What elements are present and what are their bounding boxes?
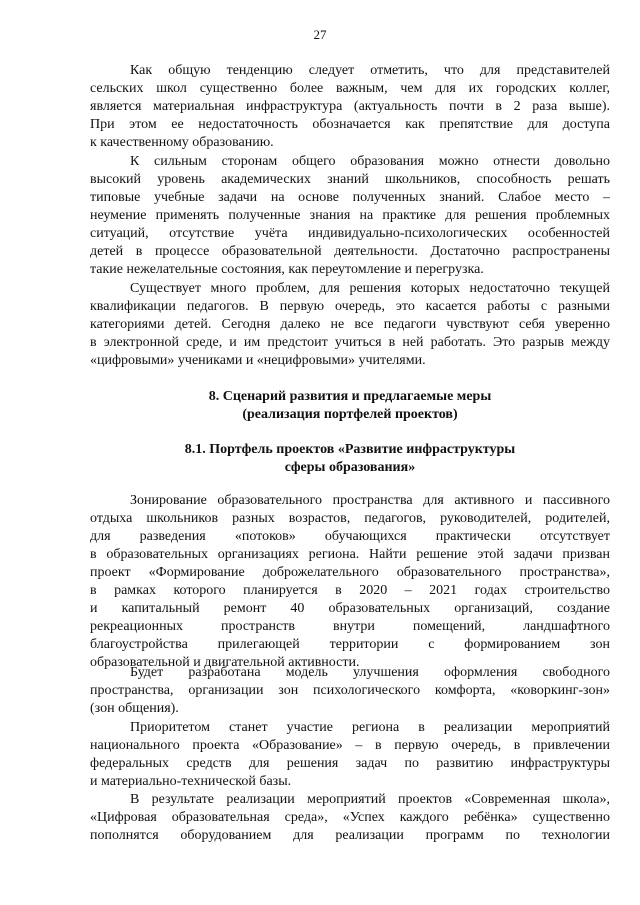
- heading-line: сферы образования»: [284, 460, 416, 475]
- paragraph-1: [90, 62, 610, 152]
- paragraph-line: отдыха школьников разных возрастов, педагогов, руководителей, родителей,: [90, 511, 610, 526]
- paragraph-line: проект «Формирование доброжелательного образовательного пространства»,: [90, 565, 610, 580]
- paragraph-line: (зон общения).: [90, 701, 179, 716]
- paragraph-line: «цифровыми» учениками и «нецифровыми» учителями.: [90, 353, 426, 368]
- paragraph-line: сельских школ существенно более важным, чем для их городских коллег,: [90, 81, 610, 96]
- paragraph-line: является материальная инфраструктура (актуальность почти в 2 раза выше).: [90, 99, 610, 114]
- heading-line: 8.1. Портфель проектов «Развитие инфраструктуры: [184, 442, 516, 457]
- paragraph-3: [90, 280, 610, 370]
- heading-line: 8. Сценарий развития и предлагаемые меры: [208, 389, 492, 404]
- paragraph-line: Как общую тенденцию следует отметить, что для представителей: [130, 63, 610, 78]
- paragraph-line: для разведения «потоков» обучающихся практически отсутствует: [90, 529, 610, 544]
- section-heading: [90, 388, 610, 424]
- paragraph-line: При этом ее недостаточность обозначается как препятствие для доступа: [90, 117, 610, 132]
- paragraph-line: пространства, организации зон психологического комфорта, «коворкинг-зон»: [90, 683, 610, 698]
- paragraph-line: ситуаций, отсутствие учёта индивидуально-психологических особенностей: [90, 226, 610, 241]
- paragraph-4: [90, 492, 610, 672]
- paragraph-line: такие нежелательные состояния, как переутомление и перегрузка.: [90, 262, 484, 277]
- paragraph-line: Зонирование образовательного пространства для активного и пассивного: [130, 493, 610, 508]
- paragraph-line: благоустройства прилегающей территории с формированием зон: [90, 637, 610, 652]
- paragraph-line: категориями детей. Сегодня далеко не все педагоги чувствуют себя уверенно: [90, 317, 610, 332]
- paragraph-7: [90, 791, 610, 845]
- paragraph-line: национального проекта «Образование» – в первую очередь, в привлечении: [90, 738, 610, 753]
- paragraph-6: [90, 719, 610, 791]
- paragraph-line: пополнятся оборудованием для реализации программ по технологии: [90, 828, 610, 843]
- paragraph-line: «Цифровая образовательная среда», «Успех каждого ребёнка» существенно: [90, 810, 610, 825]
- paragraph-line: федеральных средств для решения задач по развитию инфраструктуры: [90, 756, 610, 771]
- paragraph-line: Приоритетом станет участие региона в реализации мероприятий: [130, 720, 610, 735]
- paragraph-line: в образовательных организациях региона. Найти решение этой задачи призван: [90, 547, 610, 562]
- paragraph-5: [90, 664, 610, 718]
- paragraph-line: образовательной и двигательной активности.: [90, 655, 360, 670]
- paragraph-line: Будет разработана модель улучшения оформления свободного: [130, 665, 610, 680]
- paragraph-line: К сильным сторонам общего образования можно отнести довольно: [130, 154, 610, 169]
- paragraph-line: квалификации педагогов. В первую очередь, это касается работы с разными: [90, 299, 610, 314]
- page-number: 27: [313, 27, 327, 42]
- paragraph-line: типовые учебные задачи на основе полученных знаний. Слабое место –: [90, 190, 610, 205]
- paragraph-line: рекреационных пространств внутри помещений, ландшафтного: [90, 619, 610, 634]
- subsection-heading: [90, 441, 610, 477]
- paragraph-line: детей в процессе образовательной деятельности. Достаточно распространены: [90, 244, 610, 259]
- paragraph-line: высокий уровень академических знаний школьников, способность решать: [90, 172, 610, 187]
- paragraph-line: неумение применять полученные знания на практике для решения проблемных: [90, 208, 610, 223]
- paragraph-line: Существует много проблем, для решения которых недостаточно текущей: [130, 281, 610, 296]
- paragraph-line: к качественному образованию.: [90, 135, 274, 150]
- paragraph-2: [90, 153, 610, 279]
- paragraph-line: и капитальный ремонт 40 образовательных организаций, создание: [90, 601, 610, 616]
- heading-line: (реализация портфелей проектов): [242, 407, 458, 422]
- paragraph-line: в рамках которого планируется в 2020 – 2021 годах строительство: [90, 583, 610, 598]
- paragraph-line: в электронной среде, и им предстоит учиться в ней работать. Это разрыв между: [90, 335, 610, 350]
- paragraph-line: и материально-технической базы.: [90, 774, 292, 789]
- paragraph-line: В результате реализации мероприятий проектов «Современная школа»,: [130, 792, 610, 807]
